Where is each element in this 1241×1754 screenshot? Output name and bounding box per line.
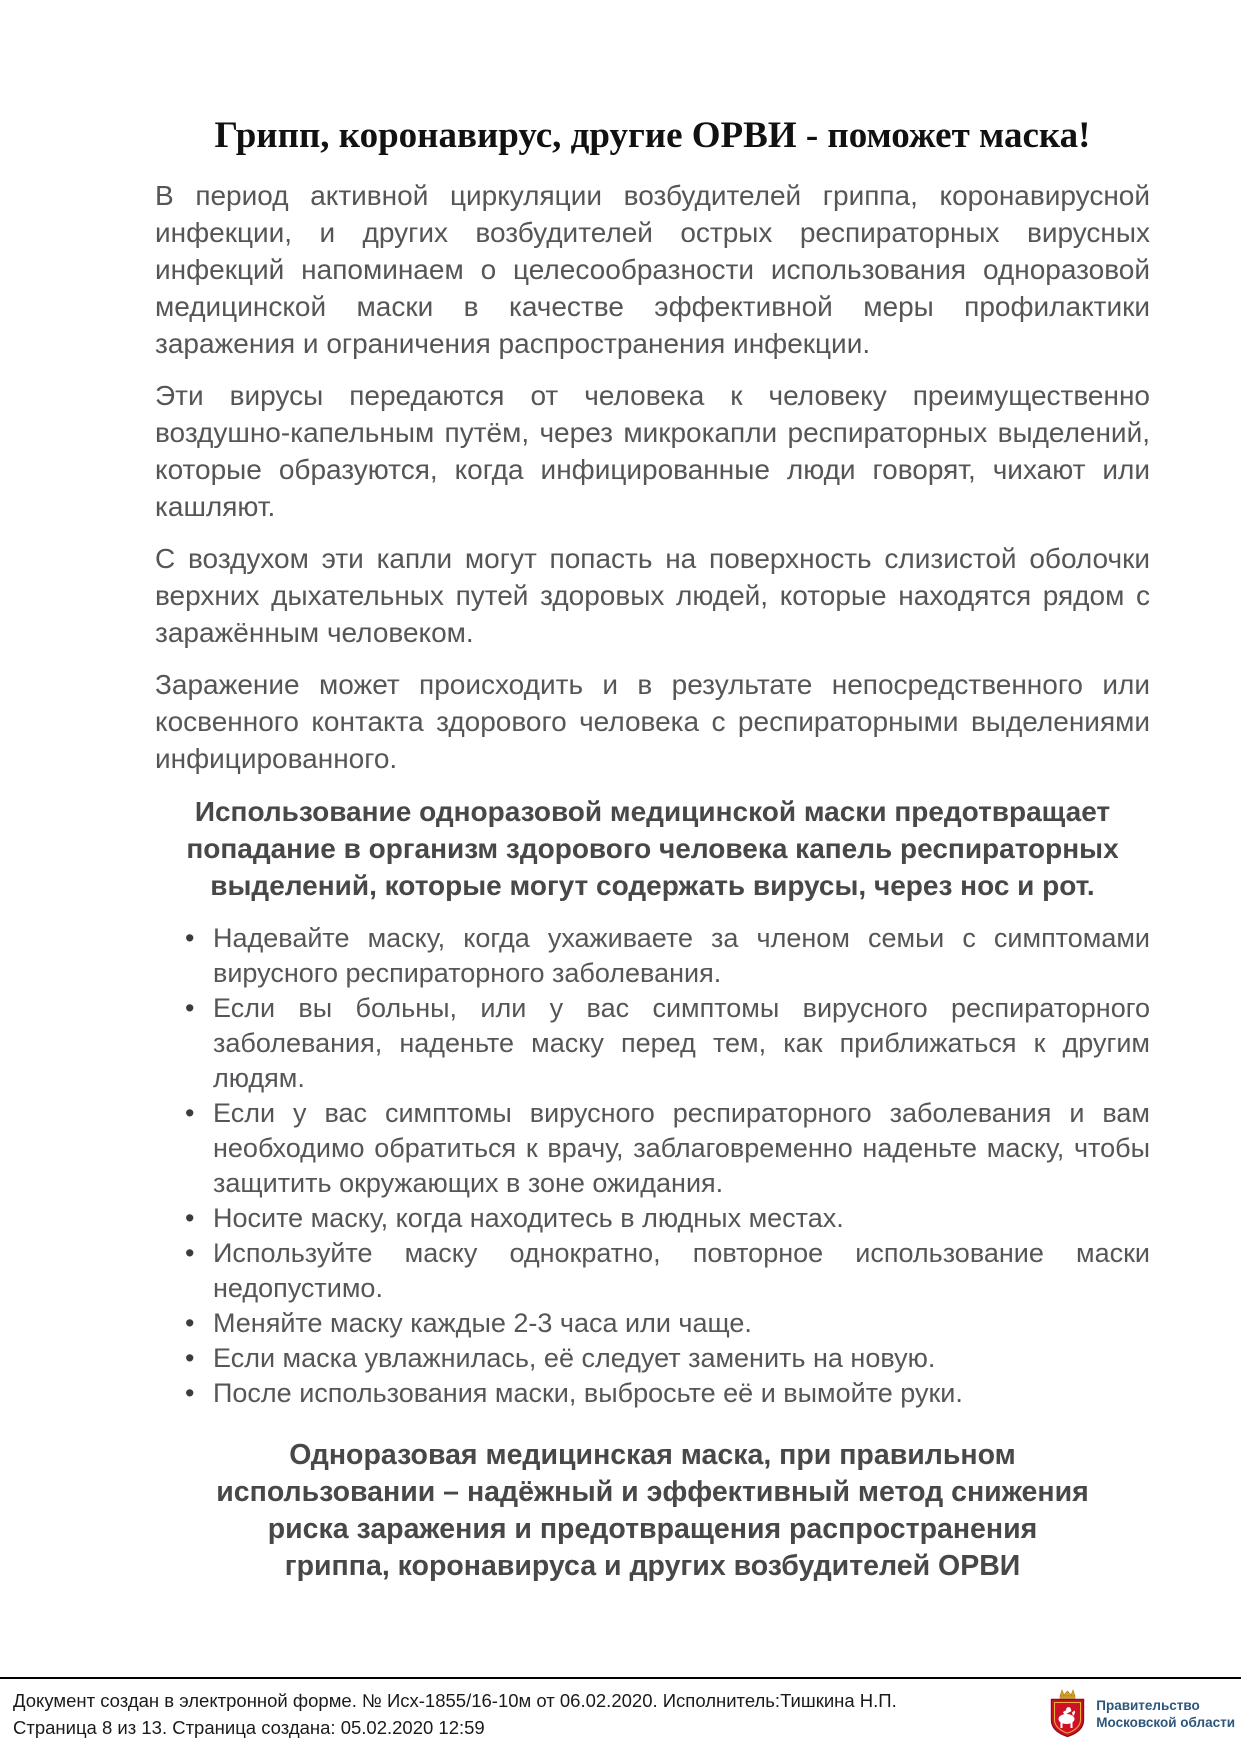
body-paragraph-3: С воздухом эти капли могут попасть на поверхность слизистой оболочки верхних дыхательных путей здоровых людей, которые находятся рядом с заражённым человеком. [155, 543, 1150, 648]
footer-brand [1049, 1689, 1235, 1738]
highlight-paragraph: Использование одноразовой медицинской маски предотвращает попадание в организм здорового человека капель респираторных выделений, которые могут содержать вирусы, через нос и рот. [186, 796, 1119, 901]
body-paragraph-2: Эти вирусы передаются от человека к человеку преимущественно воздушно-капельным путём, через микрокапли респираторных выделений, которые образуются, когда инфицированные люди говорят, чихают или кашляют. [155, 380, 1150, 522]
closing-paragraph: Одноразовая медицинская маска, при правильном использовании – надёжный и эффективный метод снижения риска заражения и предотвращения распространения гриппа, коронавируса и других возбудителей ОРВИ [216, 1439, 1089, 1582]
footer-meta-line2: Страница 8 из 13. Страница создана: 05.02.2020 12:59 [13, 1717, 485, 1738]
bullet-item: • Носите маску, когда находитесь в людных местах. [155, 1201, 1150, 1236]
footer [0, 1677, 1241, 1738]
body-paragraph-4: Заражение может происходить и в результате непосредственного или косвенного контакта здорового человека с респираторными выделениями инфицированного. [155, 669, 1150, 774]
bullet-item: • Если у вас симптомы вирусного респираторного заболевания и вам необходимо обратиться к врачу, заблаговременно наденьте маску, чтобы защитить окружающих в зоне ожидания. [155, 1096, 1150, 1201]
bullet-item: • После использования маски, выбросьте её и вымойте руки. [155, 1376, 1150, 1411]
moscow-oblast-emblem-icon [1049, 1689, 1086, 1738]
bullet-item: • Используйте маску однократно, повторное использование маски недопустимо. [155, 1236, 1150, 1306]
bullet-item: • Меняйте маску каждые 2-3 часа или чаще. [155, 1306, 1150, 1341]
org-name-line2: Московской области [1096, 1714, 1235, 1730]
footer-meta [13, 1687, 897, 1741]
bullet-item: • Если маска увлажнилась, её следует заменить на новую. [155, 1341, 1150, 1376]
org-name-line1: Правительство [1096, 1697, 1200, 1713]
bullet-list [155, 921, 1150, 1411]
body-paragraph-1: В период активной циркуляции возбудителей гриппа, коронавирусной инфекции, и других возбудителей острых респираторных вирусных инфекций напоминаем о целесообразности использования одноразовой медицинской маски в качестве эффективной меры профилактики заражения и ограничения распространения инфекции. [155, 180, 1150, 359]
bullet-item: • Если вы больны, или у вас симптомы вирусного респираторного заболевания, наденьте маску перед тем, как приближаться к другим людям. [155, 991, 1150, 1096]
page-title: Грипп, коронавирус, другие ОРВИ - поможет маска! [214, 115, 1091, 156]
bullet-item: • Надевайте маску, когда ухаживаете за членом семьи с симптомами вирусного респираторного заболевания. [155, 921, 1150, 991]
org-name [1096, 1697, 1235, 1731]
footer-meta-line1: Документ создан в электронной форме. № Исх-1855/16-10м от 06.02.2020. Исполнитель:Тишкина Н.П. [13, 1690, 897, 1711]
